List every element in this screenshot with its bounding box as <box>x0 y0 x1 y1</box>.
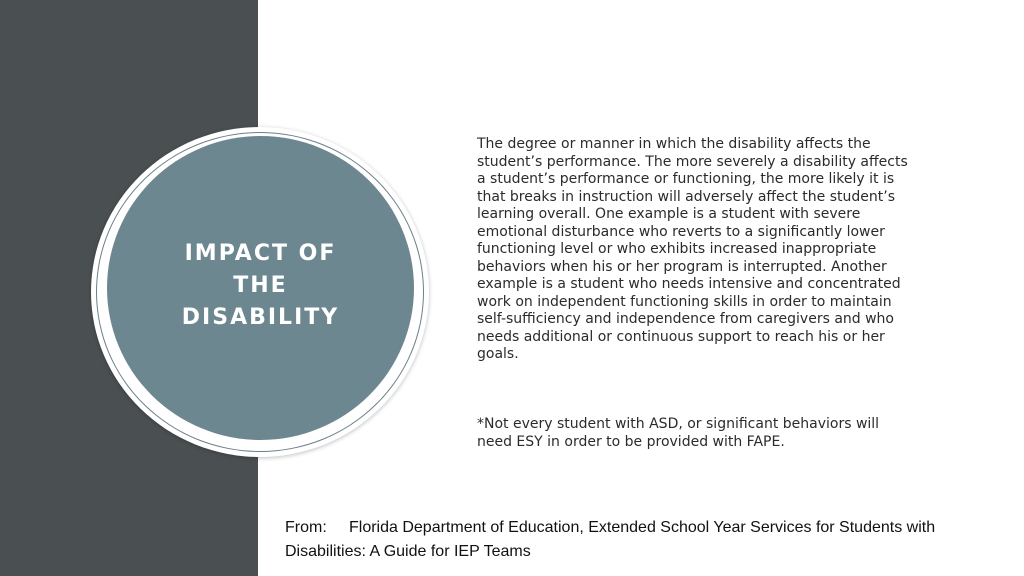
source-label: From: <box>285 519 327 536</box>
slide-title-line-3: DISABILITY <box>181 305 340 330</box>
slide-title <box>161 238 361 334</box>
source-citation <box>285 516 985 564</box>
note-paragraph: *Not every student with ASD, or significant behaviors will need ESY in order to be provided with FAPE. <box>477 416 880 450</box>
body-paragraph-container <box>477 136 917 364</box>
slide-title-line-2: THE <box>233 273 288 298</box>
note-paragraph-container <box>477 402 917 465</box>
body-paragraph: The degree or manner in which the disability affects the student’s performance. The more severely a disability affects a student’s performance or functioning, the more likely it is that breaks in instruction will adversely affect the student’s learning overall. One example is a student with severe emotional disturbance who reverts to a significantly lower functioning level or who exhibits increased inappropriate behaviors when his or her program is interrupted. Another example is a student who needs intensive and concentrated work on independent functioning skills in order to maintain self-sufficiency and independence from caregivers and who needs additional or continuous support to reach his or her goals. <box>477 136 908 362</box>
source-text: Florida Department of Education, Extended School Year Services for Students with Disabilities: A Guide for IEP Teams <box>285 519 936 560</box>
slide-title-line-1: IMPACT OF <box>184 241 337 266</box>
title-circle <box>107 136 414 440</box>
